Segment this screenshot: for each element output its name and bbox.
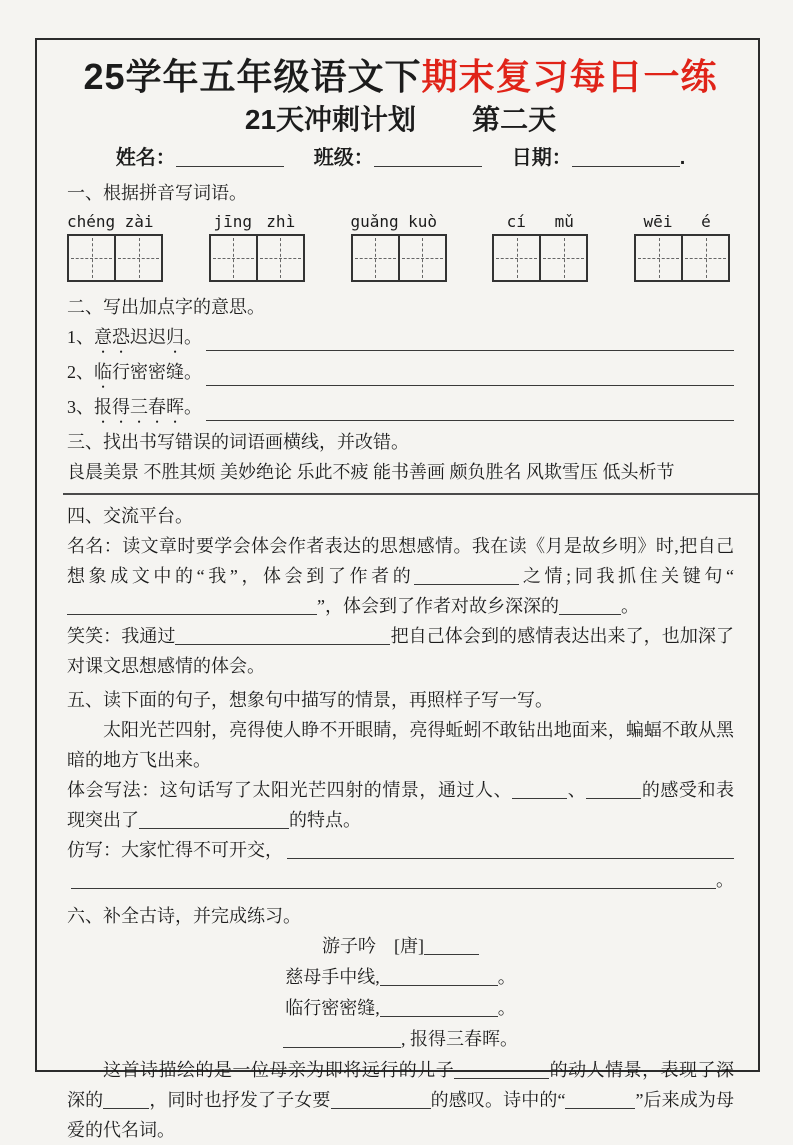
pinyin-label-2: jīng zhì (213, 212, 296, 231)
pinyin-group-4 (492, 210, 588, 282)
grid-cell (539, 236, 586, 280)
pinyin-label-1: chéng zài (67, 212, 154, 231)
poem-author: [唐] (394, 936, 424, 956)
item1-text: 1、意恐迟迟归。 (67, 327, 202, 347)
class-label: 班级： (313, 147, 374, 169)
section4-paragraph-1: 名名：读文章时要学会体会作者表达的思想感情。我在读《月是故乡明》时,把自己想象成文中的“我”，体会到了作者的 之情;同我抓住关键句“”，体会到了作者对故乡深深的 。 (67, 536, 734, 616)
class-field (314, 142, 482, 174)
answer-blank (559, 596, 621, 615)
grid-cell (69, 236, 114, 280)
section4-paragraph-2: 笑笑：我通过 把自己体会到的感情表达出来了，也加深了对课文思想感情的体会。 (67, 626, 735, 676)
date-label: 日期： (511, 147, 572, 169)
writing-grid-2 (209, 234, 305, 282)
date-end-dot: . (679, 147, 686, 169)
poem-block (67, 931, 734, 1055)
grid-cell (114, 236, 161, 280)
answer-blank (424, 936, 479, 955)
answer-blank (414, 566, 519, 585)
answer-blank (512, 780, 567, 799)
pinyin-label-4: cí mǔ (506, 212, 574, 231)
subtitle-plan: 21天冲刺计划 (244, 104, 417, 135)
name-blank (176, 146, 284, 167)
poem-line-2: 临行密密缝, 。 (285, 998, 516, 1018)
page-title (67, 54, 734, 100)
section4-heading: 四、交流平台。 (67, 506, 193, 526)
grid-cell (681, 236, 728, 280)
writing-grid-5 (634, 234, 730, 282)
section5-sentence: 太阳光芒四射，亮得使人睁不开眼睛，亮得蚯蚓不敢钻出地面来，蝙蝠不敢从黑暗的地方飞出来。 (67, 720, 734, 770)
section5-imitation: 仿写：大家忙得不可开交， (67, 835, 734, 865)
pinyin-grid-row (67, 210, 730, 282)
poem-line-3: , 报得三春晖。 (67, 1024, 734, 1055)
answer-blank (287, 858, 734, 859)
item3-text: 3、报得三春晖。 (67, 397, 202, 417)
name-label: 姓名： (115, 147, 176, 169)
pinyin-group-3 (351, 210, 447, 282)
dotted-chars: 意恐 (94, 327, 130, 347)
section5-analysis: 体会写法：这句话写了太阳光芒四射的情景，通过人、 、 的感受和表现突出了 的特点。 (67, 780, 735, 830)
writing-grid-1 (67, 234, 163, 282)
answer-blank (206, 420, 734, 421)
section3-words: 良晨美景 不胜其烦 美妙绝论 乐此不疲 能书善画 颇负胜名 风欺雪压 低头析节 (67, 462, 675, 482)
grid-cell (211, 236, 256, 280)
section2-item-3 (67, 392, 734, 427)
answer-blank (283, 1029, 401, 1048)
pinyin-group-2 (209, 210, 305, 282)
section6-paragraph: 这首诗描绘的是一位母亲为即将远行的儿子 的动人情景，表现了深深的 ，同时也抒发了子女要 的感叹。诗中的“ ”后来成为母爱的代名词。 (67, 1060, 735, 1140)
page-title-red: 期末复习每日一练 (421, 56, 718, 97)
answer-blank (71, 888, 716, 889)
grid-cell (398, 236, 445, 280)
subtitle-day: 第二天 (472, 104, 557, 135)
pinyin-label-3: guǎng kuò (350, 212, 438, 231)
student-info-row (67, 142, 734, 174)
answer-blank (586, 780, 641, 799)
section2-heading: 二、写出加点字的意思。 (67, 297, 265, 317)
grid-cell (353, 236, 398, 280)
writing-grid-3 (351, 234, 447, 282)
section3-heading: 三、找出书写错误的词语画横线，并改错。 (67, 432, 409, 452)
worksheet-page (35, 38, 760, 1140)
section2-item-1 (67, 322, 734, 357)
answer-blank (206, 350, 734, 351)
dotted-chars: 临 (94, 362, 112, 382)
section5-heading: 五、读下面的句子，想象句中描写的情景，再照样子写一写。 (67, 690, 553, 710)
section1-heading: 一、根据拼音写词语。 (67, 183, 247, 203)
writing-grid-4 (492, 234, 588, 282)
section6-heading: 六、补全古诗，并完成练习。 (67, 906, 301, 926)
grid-cell (256, 236, 303, 280)
answer-blank (454, 1060, 549, 1079)
pinyin-group-5 (634, 210, 730, 282)
answer-blank (206, 385, 734, 386)
answer-blank (67, 596, 317, 615)
pinyin-group-1 (67, 210, 163, 282)
answer-blank (103, 1090, 149, 1109)
section-divider (63, 493, 758, 495)
dotted-chars: 报得三春晖 (94, 397, 184, 417)
dotted-chars: 归 (166, 327, 184, 347)
page-subtitle (67, 100, 734, 140)
grid-cell (636, 236, 681, 280)
name-field (116, 142, 284, 174)
date-blank (572, 146, 680, 167)
poem-title-line (67, 931, 734, 962)
answer-blank (331, 1090, 431, 1109)
pinyin-label-5: wēi é (643, 212, 711, 231)
section2-item-2 (67, 357, 734, 392)
answer-blank (380, 967, 498, 986)
answer-blank (380, 998, 498, 1017)
date-field (512, 142, 686, 174)
answer-blank (175, 626, 390, 645)
page-title-black: 25学年五年级语文下 (83, 56, 422, 97)
poem-title: 游子吟 (322, 936, 376, 956)
item2-text: 2、临行密密缝。 (67, 362, 202, 382)
class-blank (374, 146, 482, 167)
answer-blank (139, 810, 289, 829)
answer-blank (565, 1090, 635, 1109)
grid-cell (494, 236, 539, 280)
poem-line-1: 慈母手中线, 。 (285, 967, 516, 987)
section5-imitation-line2: 。 (67, 865, 734, 895)
